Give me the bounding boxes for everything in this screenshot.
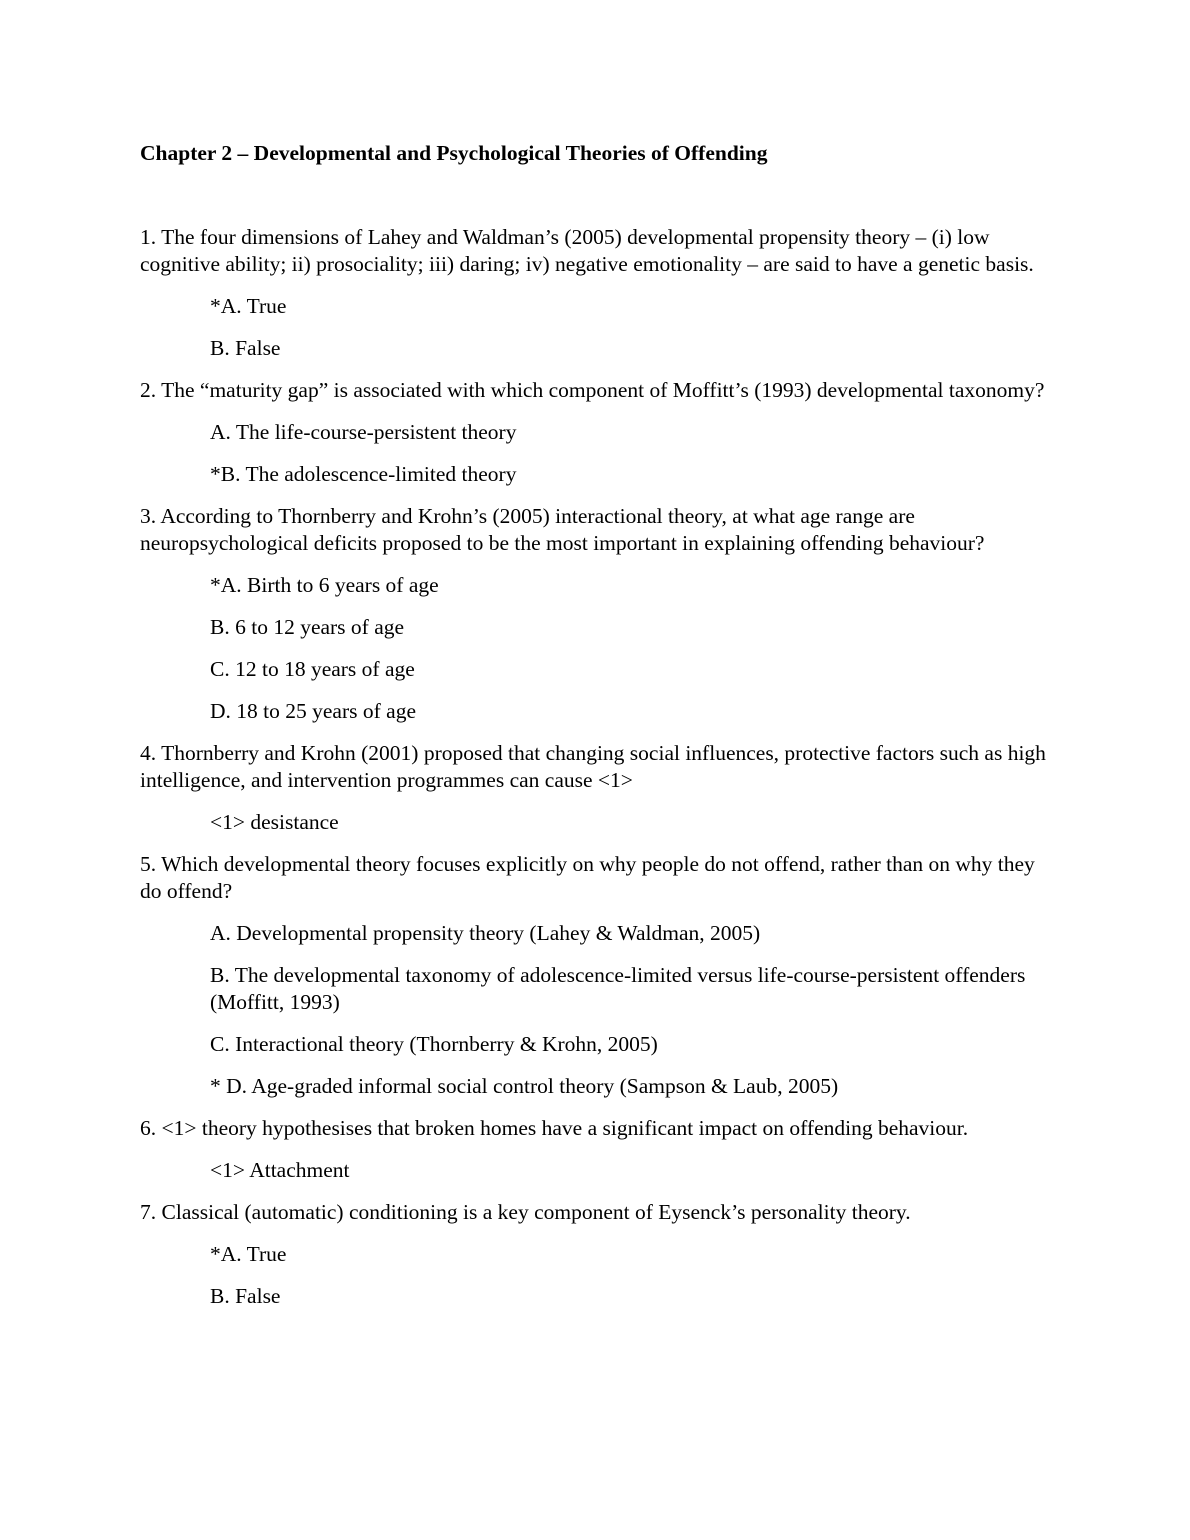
question-6 <box>140 1115 1050 1184</box>
answer-option: B. The developmental taxonomy of adolescence-limited versus life-course-persistent offenders (Moffitt, 1993) <box>210 963 1026 1014</box>
answer-option: C. 12 to 18 years of age <box>210 657 415 681</box>
answer-option: B. 6 to 12 years of age <box>210 615 405 639</box>
answer-option: C. Interactional theory (Thornberry & Krohn, 2005) <box>210 1032 658 1056</box>
answer-option: D. 18 to 25 years of age <box>210 699 416 723</box>
question-4 <box>140 740 1050 836</box>
question-text: 1. The four dimensions of Lahey and Waldman’s (2005) developmental propensity theory – (i) low cognitive ability; ii) prosociality; iii) daring; iv) negative emotionality – are said to have a genetic basis. <box>140 225 1034 276</box>
answer-option: *A. True <box>210 1242 287 1266</box>
question-text: 5. Which developmental theory focuses explicitly on why people do not offend, rather than on why they do offend? <box>140 852 1035 903</box>
question-text: 4. Thornberry and Krohn (2001) proposed that changing social influences, protective factors such as high intelligence, and intervention programmes can cause <1> <box>140 741 1046 792</box>
question-list <box>140 224 1050 1325</box>
answer-option: A. Developmental propensity theory (Lahey & Waldman, 2005) <box>210 921 761 945</box>
question-2 <box>140 377 1050 488</box>
question-5 <box>140 851 1050 1100</box>
question-text: 7. Classical (automatic) conditioning is a key component of Eysenck’s personality theory. <box>140 1200 911 1224</box>
question-7 <box>140 1199 1050 1310</box>
answer-option: A. The life-course-persistent theory <box>210 420 517 444</box>
answer-option: * D. Age-graded informal social control theory (Sampson & Laub, 2005) <box>210 1074 839 1098</box>
answer-option: <1> Attachment <box>210 1158 350 1182</box>
answer-option: *A. Birth to 6 years of age <box>210 573 439 597</box>
page-title: Chapter 2 – Developmental and Psychological Theories of Offending <box>140 141 768 165</box>
answer-option: B. False <box>210 1284 281 1308</box>
question-text: 2. The “maturity gap” is associated with which component of Moffitt’s (1993) developmental taxonomy? <box>140 378 1045 402</box>
question-text: 3. According to Thornberry and Krohn’s (2005) interactional theory, at what age range are neuropsychological deficits proposed to be the most important in explaining offending behaviour? <box>140 504 985 555</box>
answer-option: B. False <box>210 336 281 360</box>
answer-option: *B. The adolescence-limited theory <box>210 462 517 486</box>
question-3 <box>140 503 1050 725</box>
question-text: 6. <1> theory hypothesises that broken homes have a significant impact on offending behaviour. <box>140 1116 969 1140</box>
answer-option: <1> desistance <box>210 810 339 834</box>
answer-option: *A. True <box>210 294 287 318</box>
question-1 <box>140 224 1050 362</box>
